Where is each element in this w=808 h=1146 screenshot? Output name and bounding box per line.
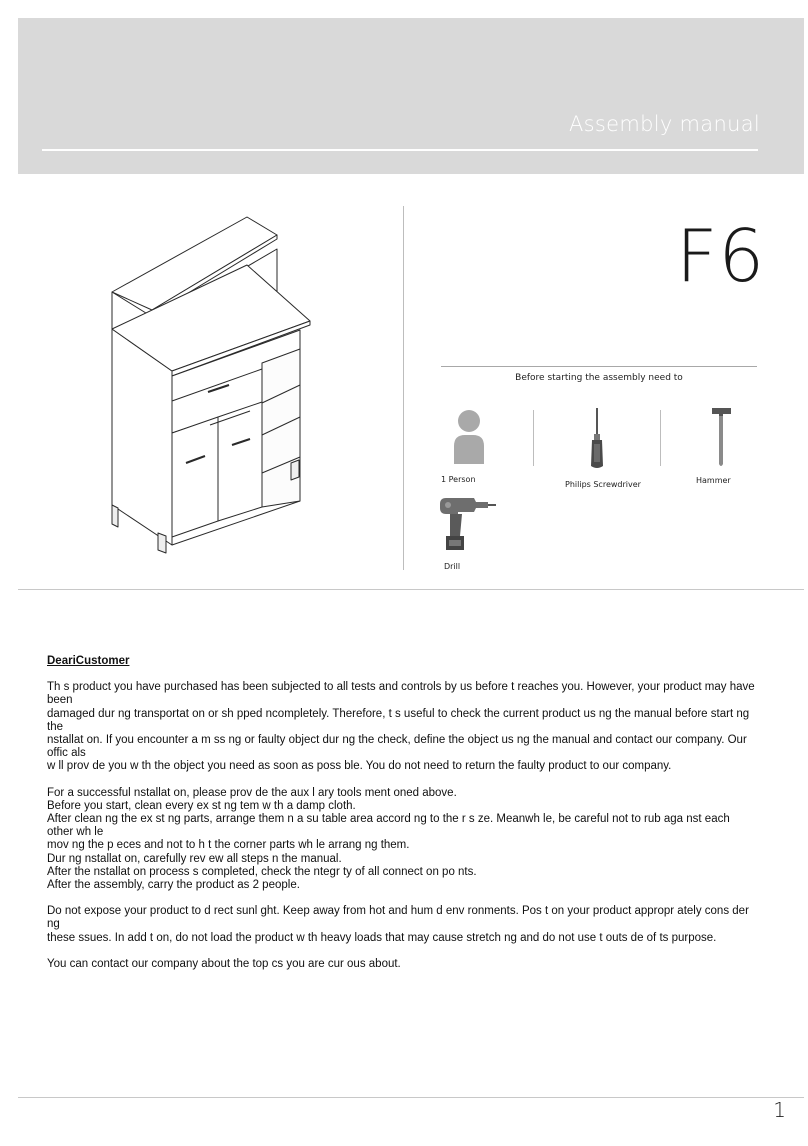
text-line: After clean ng the ex st ng parts, arrange them n a su table area accord ng to the r s ze. Meanwh le, be careful not to rub aga nst each other wh le bbox=[47, 813, 730, 839]
paragraph-contact bbox=[47, 958, 759, 971]
drill-icon bbox=[436, 496, 500, 554]
paragraph-quality bbox=[47, 681, 759, 773]
text-line: these ssues. In add t on, do not load the product w th heavy loads that may cause stretch ng and do not use t outs de of ts purpose. bbox=[47, 931, 717, 944]
tools-heading: Before starting the assembly need to bbox=[515, 373, 683, 383]
page-number: 1 bbox=[773, 1098, 786, 1122]
text-line: w ll prov de you w th the object you need as soon as poss ble. You do not need to return the faulty product to our company. bbox=[47, 760, 672, 773]
paragraph-warnings bbox=[47, 905, 759, 945]
tool-label-screwdriver: Philips Screwdriver bbox=[565, 480, 641, 489]
text-line: After the assembly, carry the product as 2 people. bbox=[47, 879, 300, 892]
manual-title: Assembly manual bbox=[568, 112, 760, 136]
letter-body bbox=[47, 655, 759, 984]
model-name: F6 bbox=[676, 214, 766, 298]
tool-separator bbox=[533, 410, 534, 466]
text-line: Do not expose your product to d rect sunl ght. Keep away from hot and hum d env ronments. Pos t on your product appropr ately cons der ng bbox=[47, 905, 749, 931]
kitchen-cabinet-icon bbox=[100, 205, 320, 565]
text-line: Dur ng nstallat on, carefully rev ew all steps n the manual. bbox=[47, 852, 342, 865]
screwdriver-icon bbox=[586, 406, 608, 470]
section-divider bbox=[18, 589, 804, 590]
hammer-icon bbox=[709, 406, 735, 470]
text-line: For a successful nstallat on, please prov de the aux l ary tools ment oned above. bbox=[47, 786, 457, 799]
text-line: You can contact our company about the top cs you are cur ous about. bbox=[47, 957, 401, 970]
tool-separator bbox=[660, 410, 661, 466]
text-line: damaged dur ng transportat on or sh pped ncompletely. Therefore, t s useful to check the current product us ng the manual before start ng the bbox=[47, 707, 750, 733]
text-line: Before you start, clean every ex st ng tem w th a damp cloth. bbox=[47, 799, 356, 812]
paragraph-instructions bbox=[47, 787, 759, 893]
tools-rule bbox=[441, 366, 757, 367]
tool-label-person: 1 Person bbox=[441, 475, 476, 484]
vertical-divider bbox=[403, 206, 404, 570]
text-line: mov ng the p eces and not to h t the corner parts wh le arrang ng them. bbox=[47, 839, 410, 852]
text-line: Th s product you have purchased has been subjected to all tests and controls by us before t reaches you. However, your product may have been bbox=[47, 681, 755, 707]
header-rule bbox=[42, 149, 758, 151]
footer-rule bbox=[18, 1097, 804, 1098]
tool-label-hammer: Hammer bbox=[696, 476, 731, 485]
text-line: nstallat on. If you encounter a m ss ng or faulty object dur ng the check, define the object us ng the manual and contact our company. Our offic als bbox=[47, 734, 747, 760]
person-icon bbox=[452, 408, 486, 466]
tool-label-drill: Drill bbox=[444, 562, 461, 571]
text-line: After the nstallat on process s completed, check the ntegr ty of all connect on po nts. bbox=[47, 865, 477, 878]
letter-greeting: DeariCustomer bbox=[47, 655, 130, 667]
